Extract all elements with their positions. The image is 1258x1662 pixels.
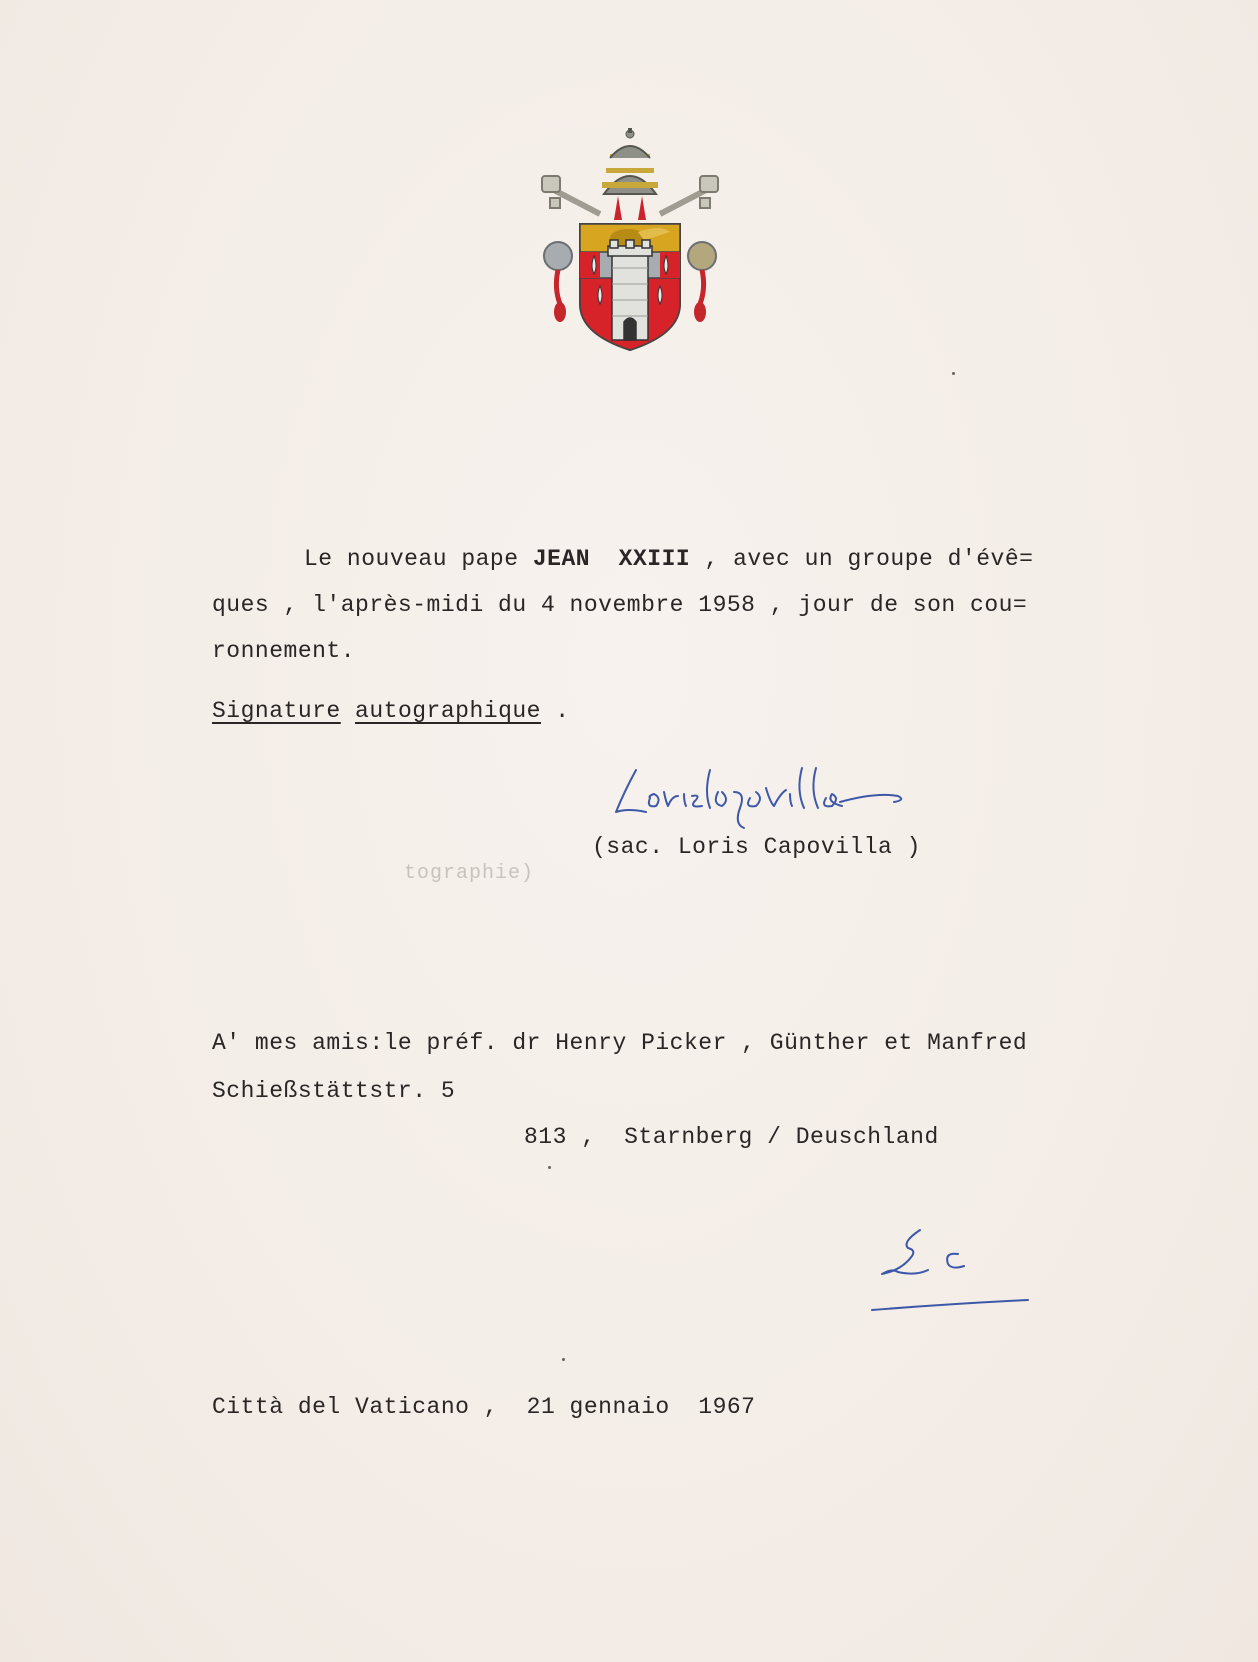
- handwritten-initials: [868, 1220, 1038, 1320]
- text-segment: Le nouveau pape: [304, 546, 533, 572]
- address-line-3: 813 , Starnberg / Deuschland: [524, 1124, 939, 1150]
- paragraph-line-2: ques , l'après-midi du 4 novembre 1958 , jour de son cou=: [212, 592, 1028, 618]
- papal-coat-of-arms: [540, 128, 720, 368]
- paper-speck: [562, 1358, 565, 1361]
- faint-ghost-text: tographie): [404, 862, 535, 885]
- paragraph-line-1: [304, 548, 1033, 571]
- paragraph-line-3: ronnement.: [212, 638, 356, 664]
- paper-speck: [952, 372, 955, 375]
- signature-word: Signature: [212, 698, 341, 724]
- address-line-1: A' mes amis:le préf. dr Henry Picker , Günther et Manfred: [212, 1030, 1028, 1056]
- signature-note-end: .: [540, 698, 570, 724]
- signature-note: [212, 700, 570, 723]
- autographique-word: autographique: [355, 698, 541, 724]
- handwritten-signature: [606, 762, 956, 832]
- text-segment: , avec un groupe d'évê=: [690, 546, 1034, 572]
- paper-speck: [548, 1166, 551, 1169]
- address-line-2: Schießstättstr. 5: [212, 1078, 456, 1104]
- typed-signature: (sac. Loris Capovilla ): [592, 834, 921, 860]
- pope-name: JEAN XXIII: [532, 546, 691, 572]
- closing-place-date: Città del Vaticano , 21 gennaio 1967: [212, 1394, 756, 1420]
